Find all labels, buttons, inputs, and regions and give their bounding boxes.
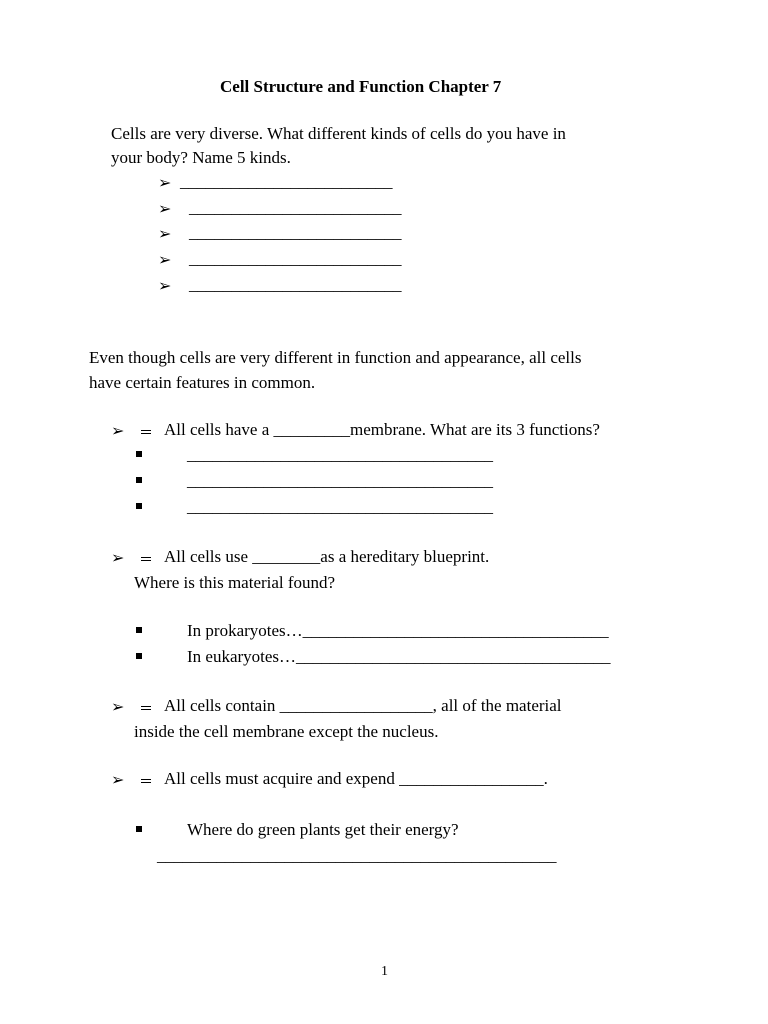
note-icon [141, 706, 151, 714]
arrow-bullet-icon: ➢ [158, 278, 172, 295]
page-title: Cell Structure and Function Chapter 7 [220, 77, 502, 96]
answer-blank[interactable]: ____________________________________ [187, 471, 493, 490]
note-icon [141, 430, 151, 438]
square-bullet-icon [136, 653, 142, 659]
answer-blank[interactable]: _______________________________________________ [157, 846, 557, 865]
cytoplasm-question-line1: All cells contain __________________, all of the material [164, 696, 562, 715]
square-bullet-icon [136, 826, 142, 832]
intro-line1: Even though cells are very different in function and appearance, all cells [89, 348, 582, 367]
arrow-bullet-icon: ➢ [158, 175, 172, 192]
answer-blank[interactable]: _________________________ [189, 223, 402, 242]
answer-blank[interactable]: ____________________________________ [187, 445, 493, 464]
answer-blank[interactable]: _________________________ [189, 249, 402, 268]
square-bullet-icon [136, 477, 142, 483]
note-icon [141, 779, 151, 787]
intro-line2: have certain features in common. [89, 373, 316, 392]
square-bullet-icon [136, 451, 142, 457]
square-bullet-icon [136, 627, 142, 633]
green-plants-question: Where do green plants get their energy? [187, 820, 459, 839]
eukaryotes-answer[interactable]: In eukaryotes…_____________________________________ [187, 647, 611, 666]
page-number: 1 [381, 964, 388, 979]
prokaryotes-answer[interactable]: In prokaryotes…____________________________________ [187, 621, 609, 640]
answer-blank[interactable]: _________________________ [180, 172, 393, 191]
arrow-bullet-icon: ➢ [111, 772, 125, 789]
membrane-question: All cells have a _________membrane. What are its 3 functions? [164, 420, 600, 439]
question-cell-kinds-line2: your body? Name 5 kinds. [111, 148, 291, 167]
cytoplasm-question-line2: inside the cell membrane except the nucleus. [134, 722, 439, 741]
arrow-bullet-icon: ➢ [111, 423, 125, 440]
arrow-bullet-icon: ➢ [111, 550, 125, 567]
arrow-bullet-icon: ➢ [111, 699, 125, 716]
question-cell-kinds-line1: Cells are very diverse. What different kinds of cells do you have in [111, 124, 566, 143]
arrow-bullet-icon: ➢ [158, 226, 172, 243]
note-icon [141, 557, 151, 565]
energy-question: All cells must acquire and expend _________________. [164, 769, 548, 788]
dna-location-question: Where is this material found? [134, 573, 336, 592]
dna-question: All cells use ________as a hereditary blueprint. [164, 547, 490, 566]
arrow-bullet-icon: ➢ [158, 252, 172, 269]
answer-blank[interactable]: _________________________ [189, 275, 402, 294]
square-bullet-icon [136, 503, 142, 509]
answer-blank[interactable]: ____________________________________ [187, 497, 493, 516]
answer-blank[interactable]: _________________________ [189, 198, 402, 217]
arrow-bullet-icon: ➢ [158, 201, 172, 218]
